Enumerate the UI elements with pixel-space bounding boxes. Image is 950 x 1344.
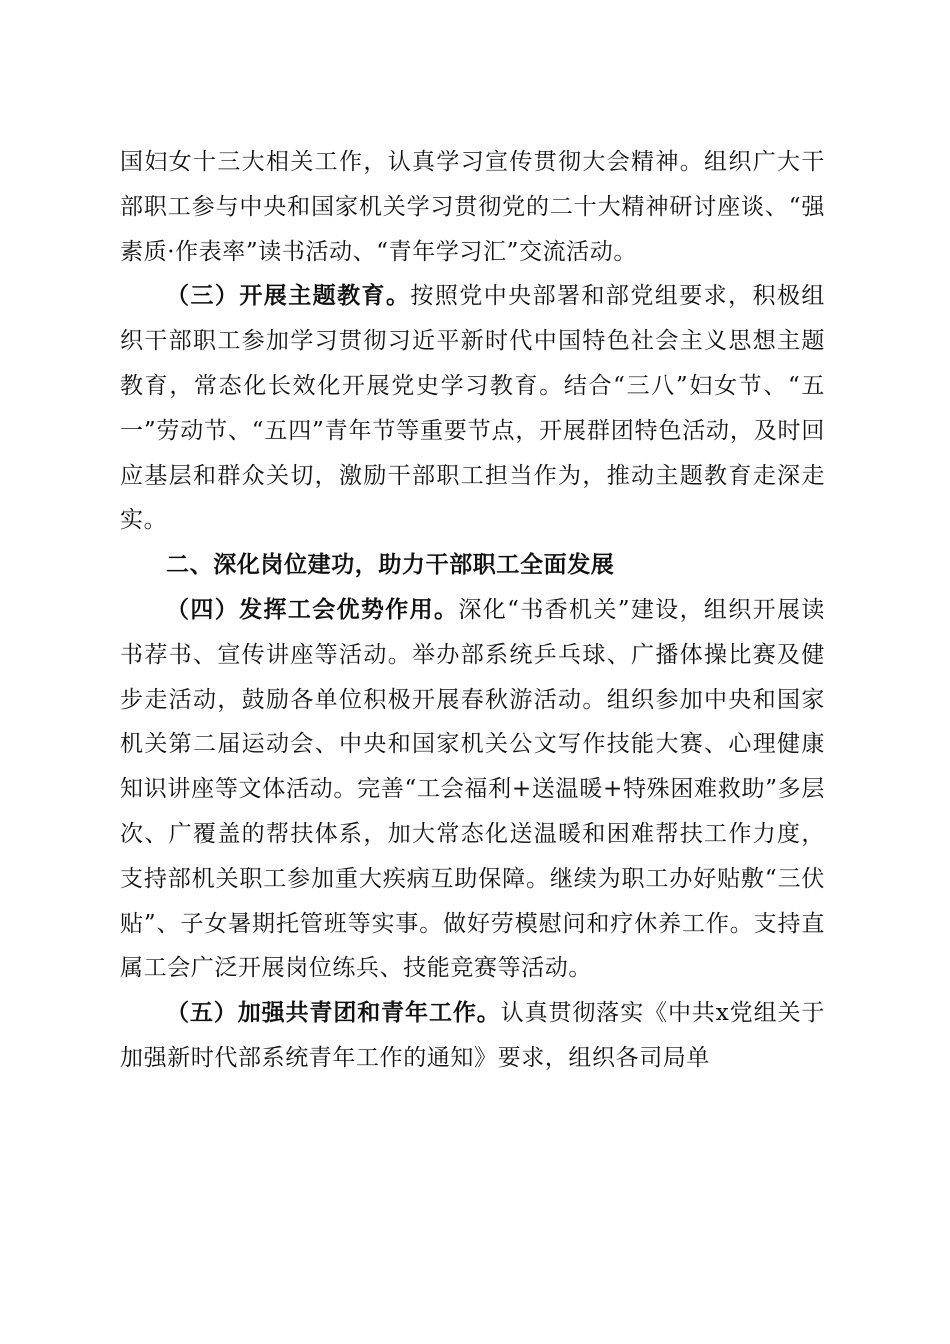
section-4-body: 深化“书香机关”建设，组织开展读书荐书、宣传讲座等活动。举办部系统乒乓球、广播体操比赛及健步走活动，鼓励各单位积极开展春秋游活动。组织参加中央和国家机关第二届运动会、中央和国家机关公文写作技能大赛、心理健康知识讲座等文体活动。完善“工会福利+送温暖+特殊困难救助”多层次、广覆盖的帮扶体系，加大常态化送温暖和困难帮扶工作力度，支持部机关职工参加重大疾病互助保障。继续为职工办好贴敷“三伏贴”、子女暑期托管班等实事。做好劳模慰问和疗休养工作。支持直属工会广泛开展岗位练兵、技能竞赛等活动。 xyxy=(120,596,825,982)
section-5-lead: （五）加强共青团和青年工作。 xyxy=(166,999,501,1027)
section-3-body: 按照党中央部署和部党组要求，积极组织干部职工参加学习贯彻习近平新时代中国特色社会主义思想主题教育，常态化长效化开展党史学习教育。结合“三八”妇女节、“五一”劳动节、“五四”青年节等重要节点，开展群团特色活动，及时回应基层和群众关切，激励干部职工担当作为，推动主题教育走深走实。 xyxy=(120,283,826,534)
paragraph-section-4 xyxy=(120,588,825,991)
paragraph-section-3 xyxy=(120,274,825,543)
paragraph-continuation: 国妇女十三大相关工作，认真学习宣传贯彻大会精神。组织广大干部职工参与中央和国家机关学习贯彻党的二十大精神研讨座谈、“强素质·作表率”读书活动、“青年学习汇”交流活动。 xyxy=(120,149,825,265)
section-4-lead: （四）发挥工会优势作用。 xyxy=(166,595,459,623)
section-5-body: 认真贯彻落实《中共x党组关于加强新时代部系统青年工作的通知》要求，组织各司局单 xyxy=(120,1000,826,1071)
section-3-lead: （三）开展主题教育。 xyxy=(166,282,411,310)
document-body xyxy=(120,140,825,1081)
paragraph-section-5 xyxy=(120,991,825,1081)
heading-section-2: 二、深化岗位建功，助力干部职工全面发展 xyxy=(166,552,615,579)
